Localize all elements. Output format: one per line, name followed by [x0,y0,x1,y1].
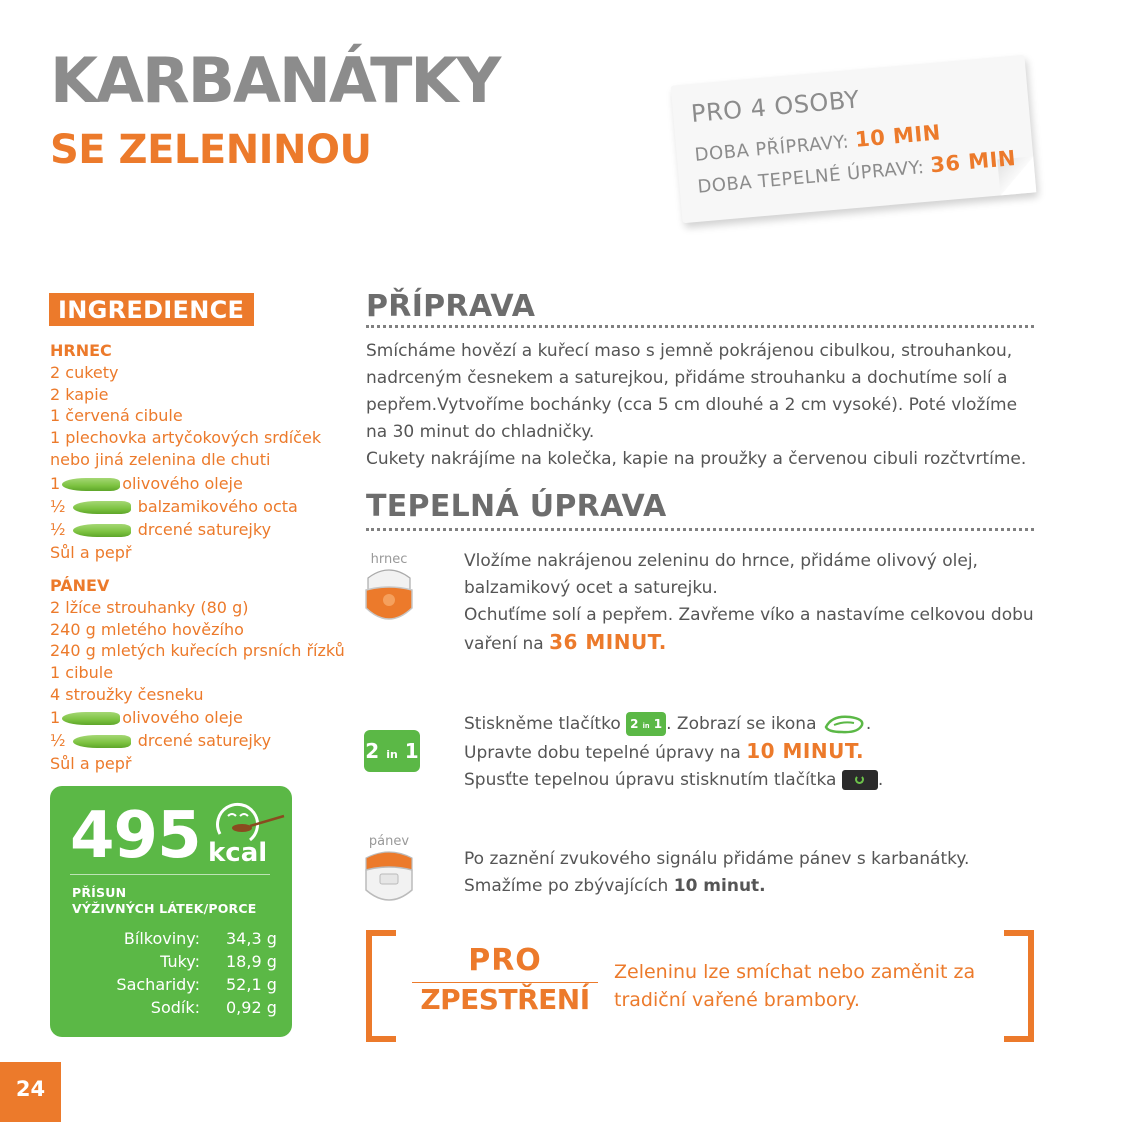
ingredient-qty: ½ [50,520,66,539]
ingredient-qty: 1 [50,708,61,727]
variation-text [614,958,994,1014]
smiley-spoon-icon [212,796,286,844]
panev-section-title: PÁNEV [50,576,110,595]
preparation-line: na 30 minut do chladničky. [366,422,595,442]
preparation-line: Smícháme hovězí a kuřecí maso s jemně pokrájenou cibulkou, strouhankou, [366,341,1013,361]
prep-time-value: 10 MIN [854,120,942,152]
step-line [464,711,1036,738]
button-text: 1 [653,717,663,731]
nutrition-row [50,975,292,998]
step-text: Stiskněme tlačítko [464,714,627,734]
ingredient-qty: 1 [50,474,61,493]
meat-icon [822,713,866,735]
dotted-divider [366,528,1034,531]
spoon-icon [62,478,120,491]
step-text: . [877,770,884,790]
hrnec-section-title: HRNEC [50,341,112,360]
preparation-title: PŘÍPRAVA [366,289,536,324]
nutrition-value: 0,92 g [226,998,277,1017]
page-number: 24 [0,1062,61,1122]
nutrition-value: 34,3 g [226,929,277,948]
step-line [464,629,1036,658]
button-text: in [386,748,398,761]
cook-time-value: 36 MIN [929,145,1017,178]
nutrition-box [50,786,292,1037]
recipe-title: KARBANÁTKY [50,44,500,117]
step-time: 10 minut. [673,876,766,896]
step-text: . Zobrazí se ikona [666,714,822,734]
step-text: Spusťte tepelnou úpravu stisknutím tlačítka [464,770,842,790]
step-line: Po zaznění zvukového signálu přidáme pánev s karbanátky. [464,849,970,869]
pot-label: pánev [368,834,410,849]
ingredient-item: 1 červená cibule [50,406,183,425]
ingredient-qty: ½ [50,731,66,750]
ingredient-item-spoon [50,495,350,518]
nutrition-row [50,929,292,952]
pot-hrnec-icon [358,548,420,628]
variation-line: tradiční vařené brambory. [614,989,860,1011]
ingredient-item: 2 lžíce strouhanky (80 g) [50,598,249,617]
ingredient-item: nebo jiná zelenina dle chuti [50,450,271,469]
preparation-line: Cukety nakrájíme na kolečka, kapie na proužky a červenou cibuli rozčtvrtíme. [366,449,1027,469]
two-in-one-inline-icon [626,712,666,736]
bracket-left [366,930,396,1042]
step-line [464,738,1036,767]
step-text: . [865,714,872,734]
preparation-line: pepřem.Vytvoříme bochánky (cca 5 cm dlouhé a 2 cm vysoké). Poté vložíme [366,395,1018,415]
ingredient-qty: ½ [50,497,66,516]
ingredient-item: 240 g mletých kuřecích prsních řízků [50,641,345,660]
kcal-value: 495 [70,799,201,873]
ingredient-item: 1 cibule [50,662,114,682]
nutrition-row [50,998,292,1021]
servings-text: PRO 4 OSOBY [689,85,861,128]
preparation-line: nadrceným česnekem a saturejkou, přidáme strouhanku a dochutíme solí a [366,368,1008,388]
step-line: Vložíme nakrájenou zeleninu do hrnce, přidáme olivový olej, [464,551,978,571]
button-text: 2 [365,739,380,763]
ingredient-item-spoon [50,729,350,752]
nutrition-label: Tuky: [160,952,200,971]
step-time: 10 MINUT. [746,739,865,763]
ingredient-item-spoon [50,472,350,495]
nutrition-value: 18,9 g [226,952,277,971]
spoon-icon [62,712,120,725]
nutrition-label: Sacharidy: [116,975,200,994]
recipe-subtitle: SE ZELENINOU [50,127,372,173]
spoon-icon [73,735,131,748]
ingredient-item: 1 plechovka artyčokových srdíček [50,427,322,447]
ingredient-item-spoon [50,518,350,541]
ingredients-heading: INGREDIENCE [49,293,254,326]
dotted-divider [366,325,1034,328]
ingredient-item-spoon [50,706,350,729]
button-text: in [642,722,650,730]
cooking-step-1 [464,548,1036,658]
ingredient-text: drcené saturejky [137,731,272,750]
ingredient-text: olivového oleje [122,474,243,493]
variation-label-line1: PRO [468,943,542,978]
preparation-text [366,338,1038,473]
ingredient-text: drcené saturejky [137,520,272,539]
two-in-one-button-icon [364,730,420,772]
variation-line: Zeleninu lze smíchat nebo zaměnit za [614,961,976,983]
power-button-icon [842,770,878,790]
nutrition-row [50,952,292,975]
divider [70,874,270,875]
step-text: Upravte dobu tepelné úpravy na [464,743,747,763]
step-line: balzamikový ocet a saturejku. [464,578,718,598]
nutrition-label: Bílkoviny: [123,929,200,948]
kcal-unit: kcal [208,838,268,868]
nutrition-caption: VÝŽIVNÝCH LÁTEK/PORCE [72,901,257,916]
step-line [464,767,1036,794]
cooking-title: TEPELNÁ ÚPRAVA [366,489,667,524]
cooking-step-3 [464,846,1036,900]
ingredient-item: 2 cukety [50,363,119,382]
spoon-icon [73,524,131,537]
bracket-right [1004,930,1034,1042]
nutrition-value: 52,1 g [226,975,277,994]
ingredient-item: Sůl a pepř [50,754,132,773]
prep-time-label: DOBA PŘÍPRAVY: [693,131,851,166]
ingredient-item: 2 kapie [50,384,109,404]
info-note-card [671,55,1037,223]
ingredient-item: 240 g mletého hovězího [50,619,244,639]
cooking-step-2 [464,711,1036,794]
nutrition-caption: PŘÍSUN [72,885,127,900]
cook-time-label: DOBA TEPELNÉ ÚPRAVY: [696,156,926,198]
spoon-icon [73,501,131,514]
ingredient-text: olivového oleje [122,708,243,727]
pot-panev-icon [358,830,420,910]
button-text: 1 [404,739,419,763]
button-text: 2 [630,717,639,731]
step-time: 36 MINUT. [549,630,667,654]
ingredient-item: 4 stroužky česneku [50,685,204,704]
step-text: Smažíme po zbývajících [464,876,674,896]
ingredient-item: Sůl a pepř [50,543,132,562]
pot-label: hrnec [370,552,408,567]
step-text: vaření na [464,634,550,654]
step-line: Ochuťíme solí a pepřem. Zavřeme víko a nastavíme celkovou dobu [464,605,1034,625]
nutrition-label: Sodík: [150,998,200,1017]
step-line [464,873,1036,900]
ingredient-text: balzamikového octa [137,497,298,516]
variation-label-line2: ZPESTŘENÍ [420,983,590,1016]
ingredients-list [50,340,350,775]
